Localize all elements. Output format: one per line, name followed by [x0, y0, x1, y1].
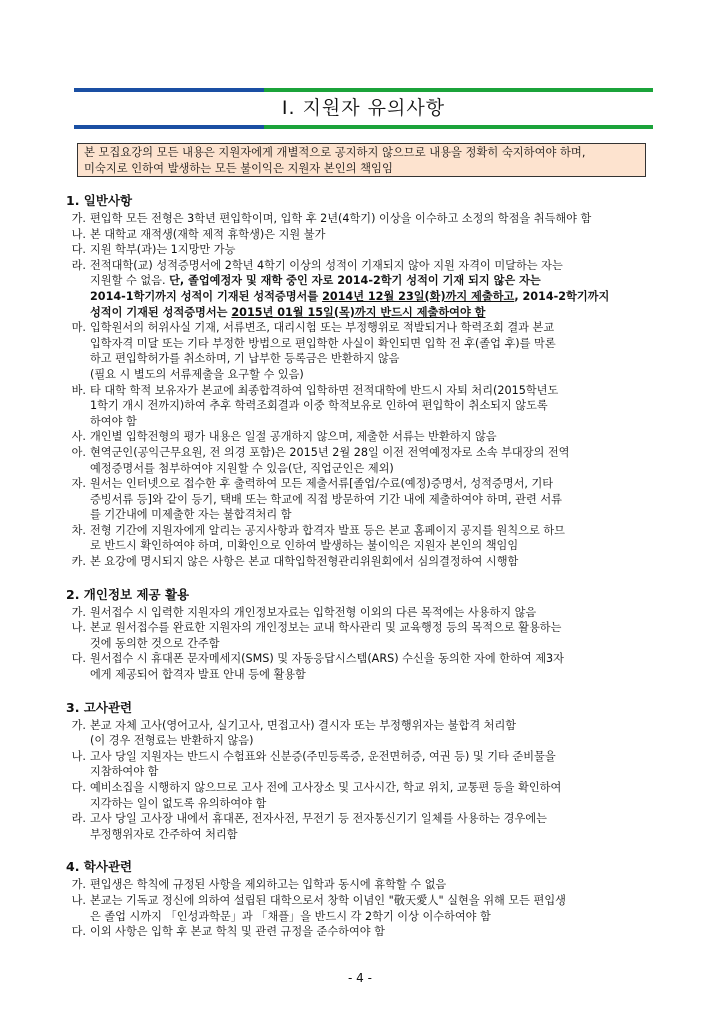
list-item: 나. 본 대학교 재적생(재학 제적 휴학생)은 지원 불가	[71, 227, 326, 241]
list-item: 라. 전적대학(교) 성적증명서에 2학년 4학기 이상의 성적이 기재되지 않아 지원 자격이 미달하는 자는 지원할 수 없음. 단, 졸업예정자 및 재학 중인 자로 2014-2학기 성적이 기재 되지 않은 자는 2014-1학기까지 성적이 기재된 성적증명서를 2014년 12월 23일(화)까지 제출하고, 2014-2학기까지 성적이 기재된 성적증명서는 2015년 01월 15일(목)까지 반드시 제출하여야 함	[71, 258, 610, 319]
header-rule-bottom	[74, 125, 653, 129]
list-item: 아. 현역군인(공익근무요원, 전 의경 포함)은 2015년 2월 28일 이전 전역예정자로 소속 부대장의 전역 예정증명서를 첨부하여야 지원할 수 있음(단, 직업군인은 제외)	[71, 445, 570, 475]
deadline-text: 2015년 01월 15일(목)까지 반드시 제출하여야 함	[231, 305, 486, 319]
page-title: Ⅰ. 지원자 유의사항	[281, 97, 446, 119]
list-item: 자. 원서는 인터넷으로 접수한 후 출력하여 모든 제출서류[졸업/수료(예정)증명서, 성적증명서, 기타 증빙서류 등]와 같이 등기, 택배 또는 학교에 직접 방문하여 기간 내에 제출하여야 하며, 관련 서류 를 기간내에 미제출한 자는 불합격처리 함	[71, 477, 562, 522]
list-item: 차. 전형 기간에 지원자에게 알리는 공지사항과 합격자 발표 등은 본교 홈페이지 공지를 원칙으로 하므 로 반드시 확인하여야 하며, 미확인으로 인하여 발생하는 불이익은 지원자 본인의 책임임	[71, 523, 565, 553]
list-item: 라. 고사 당일 고사장 내에서 휴대폰, 전자사전, 무전기 등 전자통신기기 일체를 사용하는 경우에는 부정행위자로 간주하여 처리함	[71, 812, 547, 841]
document-body	[66, 192, 656, 956]
section-privacy	[66, 586, 656, 683]
list-item: 다. 예비소집을 시행하지 않으므로 고사 전에 고사장소 및 고사시간, 학교 위치, 교통편 등을 확인하여 지각하는 일이 없도록 유의하여야 함	[71, 781, 562, 810]
emphasis-text: 단, 졸업예정자 및 재학 중인 자로 2014-2학기 성적이 기재 되지 않은 자는	[169, 274, 541, 288]
section-general	[66, 192, 656, 570]
list-item: 가. 본교 자체 고사(영어고사, 실기고사, 면접고사) 결시자 또는 부정행위자는 불합격 처리함 (이 경우 전형료는 반환하지 않음)	[71, 718, 517, 748]
list-item: 가. 원서접수 시 입력한 지원자의 개인정보자료는 입학전형 이외의 다른 목적에는 사용하지 않음	[71, 605, 537, 619]
notice-line: 본 모집요강의 모든 내용은 지원자에게 개별적으로 공지하지 않으므로 내용을 정확히 숙지하여야 하며,	[84, 146, 586, 159]
list-item: 나. 고사 당일 지원자는 반드시 수험표와 신분증(주민등록증, 운전면허증, 여권 등) 및 기타 준비물을 지참하여야 함	[71, 749, 556, 779]
section-title: 1. 일반사항	[66, 193, 133, 208]
page-number: - 4 -	[348, 971, 372, 985]
list-item: 바. 타 대학 학적 보유자가 본교에 최종합격하여 입학하면 전적대학에 반드시 자퇴 처리(2015학년도 1학기 개시 전까지)하여 추후 학력조회결과 이중 학적보유로 인하여 편입학이 취소되지 않도록 하여야 함	[71, 383, 559, 428]
list-item: 사. 개인별 입학전형의 평가 내용은 일절 공개하지 않으며, 제출한 서류는 반환하지 않음	[71, 430, 497, 444]
section-academic	[66, 858, 656, 939]
notice-box	[77, 143, 646, 177]
list-item: 다. 원서접수 시 휴대폰 문자메세지(SMS) 및 자동응답시스템(ARS) 수신을 동의한 자에 한하여 제3자 에게 제공되어 합격자 발표 안내 등에 활용함	[71, 652, 564, 682]
notice-line: 미숙지로 인하여 발생하는 모든 불이익은 지원자 본인의 책임임	[84, 162, 393, 175]
section-title: 4. 학사관련	[66, 859, 133, 875]
section-title: 2. 개인정보 제공 활용	[66, 586, 190, 602]
list-item: 카. 본 요강에 명시되지 않은 사항은 본교 대학입학전형관리위원회에서 심의결정하여 시행함	[71, 555, 519, 569]
section-exam	[66, 699, 656, 843]
list-item: 나. 본교는 기독교 정신에 의하여 설립된 대학으로서 창학 이념인 "敬天愛人" 실현을 위해 모든 편입생 은 졸업 시까지 「인성과학문」과 「채플」을 반드시 각 2학기 이상 이수하여야 함	[71, 893, 566, 923]
section-title: 3. 고사관련	[66, 699, 133, 715]
list-item: 가. 편입생은 학칙에 규정된 사항을 제외하고는 입학과 동시에 휴학할 수 없음	[71, 878, 447, 892]
list-item: 마. 입학원서의 허위사실 기재, 서류변조, 대리시험 또는 부정행위로 적발되거나 학력조회 결과 본교 입학자격 미달 또는 기타 부정한 방법으로 편입학한 사실이 확인되면 입학 전 후(졸업 후)를 막론 하고 편입학허가를 취소하며, 기 납부한 등록금은 반환하지 않음 (필요 시 별도의 서류제출을 요구할 수 있음)	[71, 321, 556, 381]
list-item: 나. 본교 원서접수를 완료한 지원자의 개인정보는 교내 학사관리 및 교육행정 등의 목적으로 활용하는 것에 동의한 것으로 간주함	[71, 621, 562, 650]
list-item: 다. 이외 사항은 입학 후 본교 학칙 및 관련 규정을 준수하여야 함	[71, 925, 385, 939]
deadline-text: 2014년 12월 23일(화)까지 제출하고	[322, 289, 515, 303]
list-item: 다. 지원 학부(과)는 1지망만 가능	[71, 243, 236, 257]
list-item: 가. 편입학 모든 전형은 3학년 편입학이며, 입학 후 2년(4학기) 이상을 이수하고 소정의 학점을 취득해야 함	[71, 212, 592, 225]
